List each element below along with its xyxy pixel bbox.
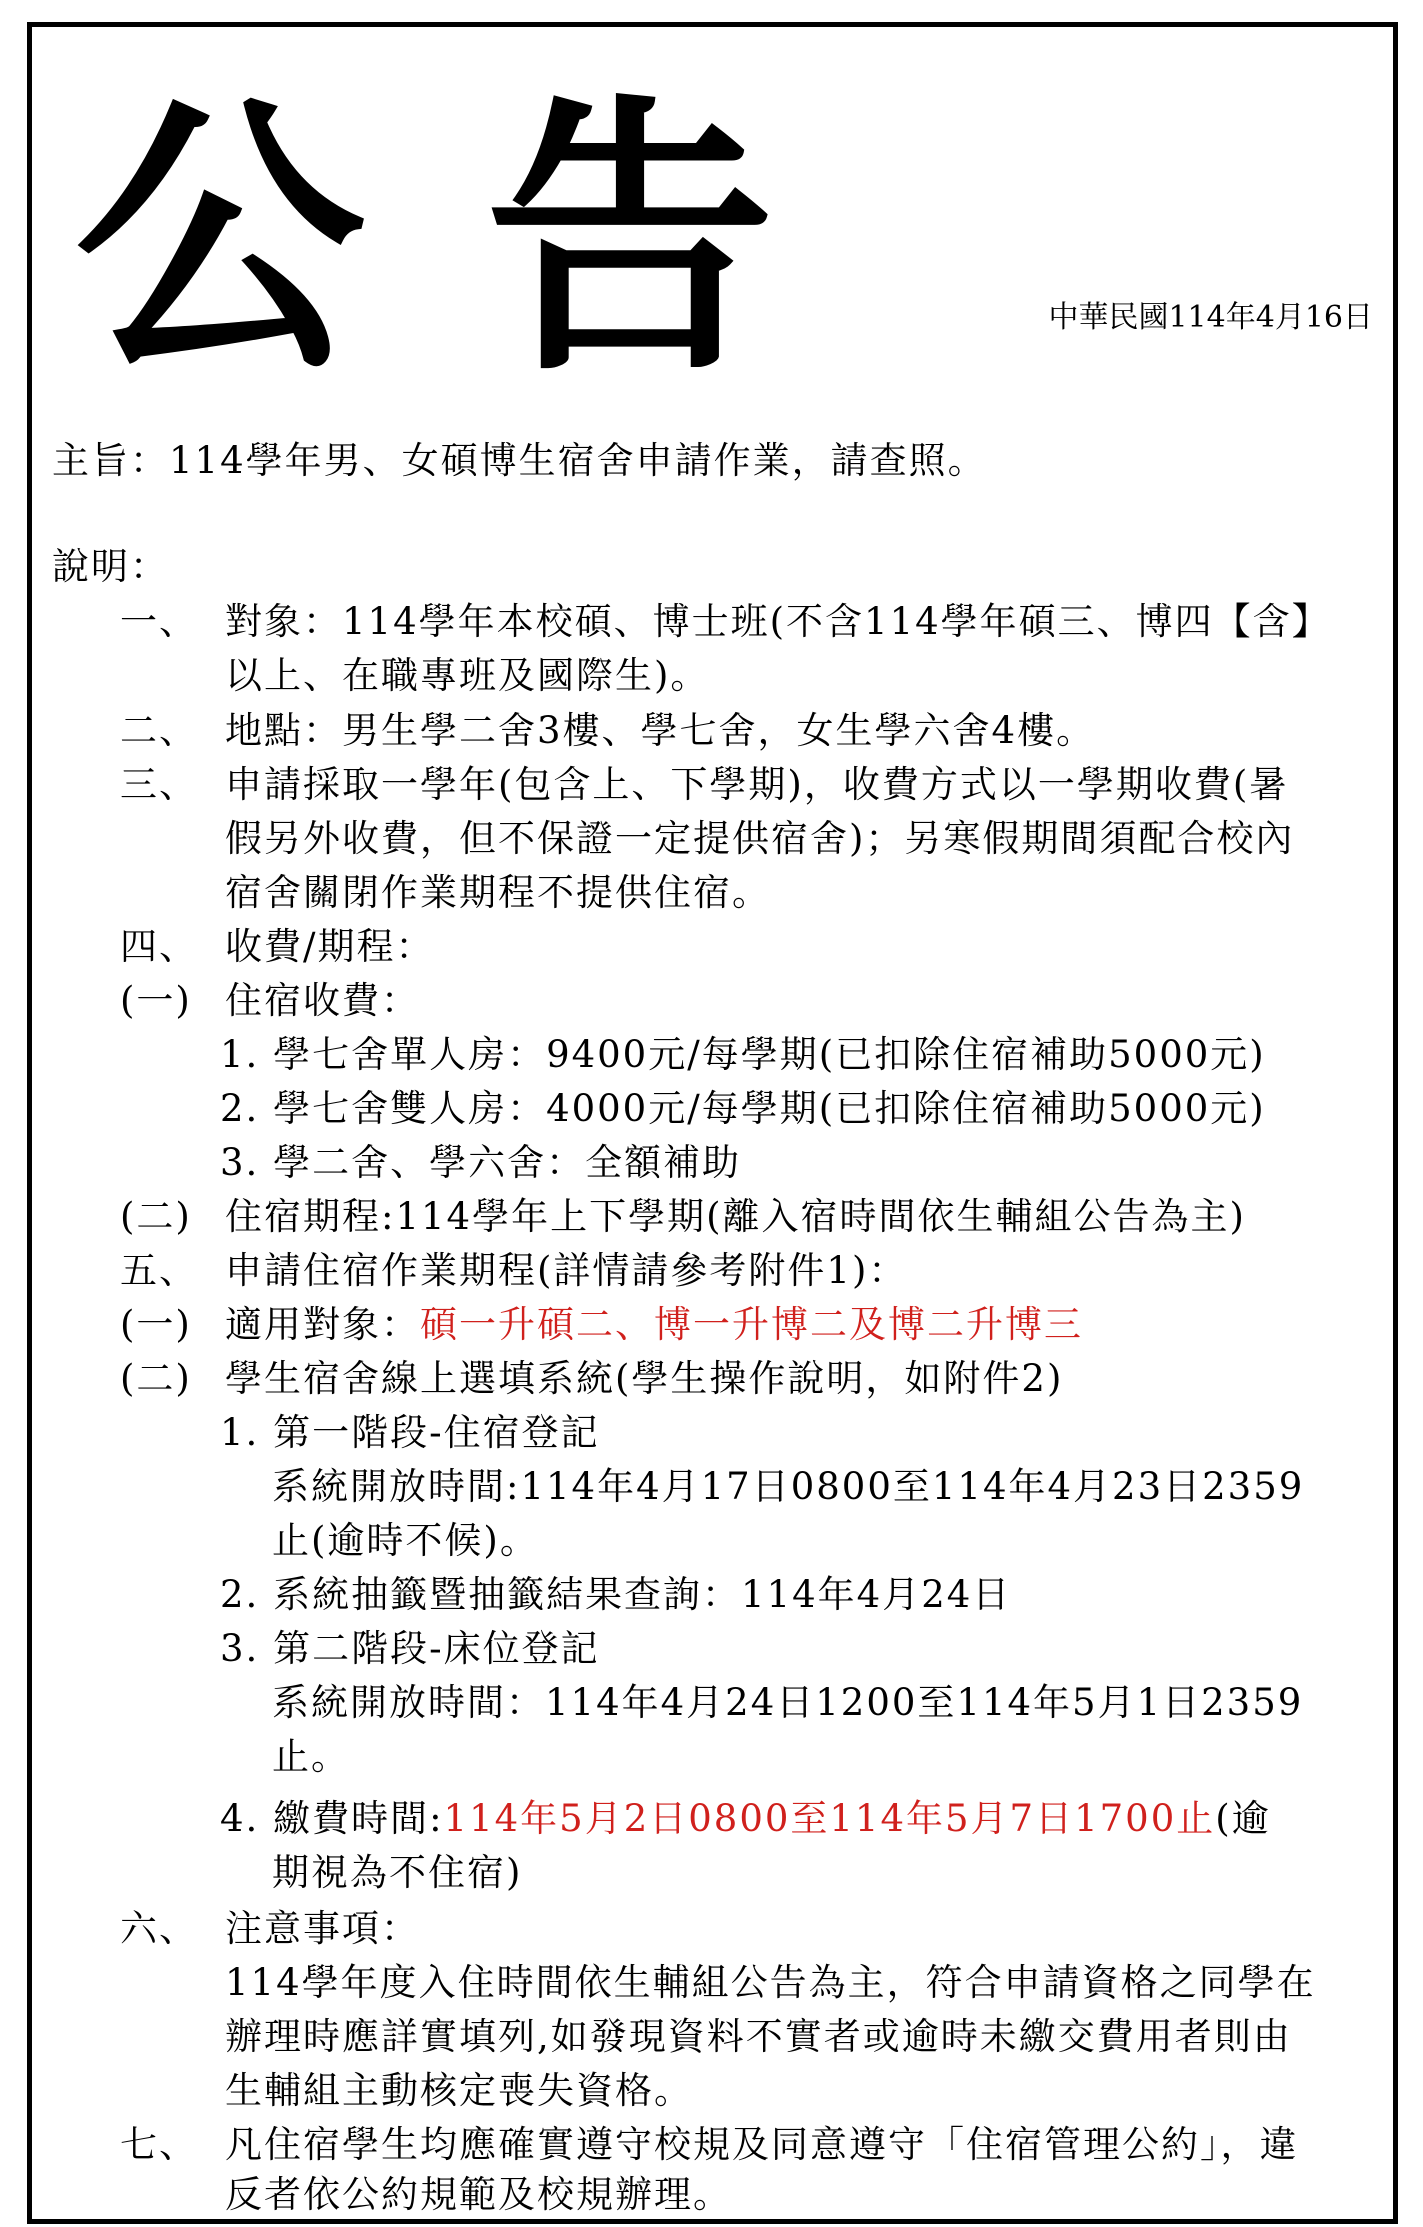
item-7-num: 七、 (120, 2123, 198, 2166)
item-3 (120, 763, 1289, 806)
phase-2-title: 3. 第二階段-床位登記 (220, 1627, 600, 1670)
item-6-line-4: 生輔組主動核定喪失資格。 (225, 2069, 693, 2112)
item-1 (120, 600, 1331, 643)
item-5-sub-1-label: 適用對象： (225, 1303, 420, 1346)
item-7 (120, 2123, 1299, 2166)
item-1-line-1: 對象：114學年本校碩、博士班(不含114學年碩三、博四【含】 (225, 600, 1331, 643)
item-4-line-1: 收費/期程： (225, 925, 435, 968)
item-6-line-2: 114學年度入住時間依生輔組公告為主，符合申請資格之同學在 (225, 1961, 1316, 2004)
lottery-line: 2. 系統抽籤暨抽籤結果查詢：114年4月24日 (220, 1573, 1012, 1616)
item-5-sub-2-num: (二) (120, 1357, 192, 1400)
item-4-sub-1-num: (一) (120, 979, 192, 1022)
phase-2-note: 止。 (272, 1735, 350, 1778)
item-5-line-1: 申請住宿作業期程(詳情請參考附件1)： (225, 1249, 908, 1292)
subject-line: 主旨：114學年男、女碩博生宿舍申請作業，請查照。 (52, 439, 987, 482)
item-2-line-1: 地點：男生學二舍3樓、學七舍，女生學六舍4樓。 (225, 709, 1096, 752)
item-6-line-3: 辦理時應詳實填列,如發現資料不實者或逾時未繳交費用者則由 (225, 2015, 1292, 2058)
item-5 (120, 1249, 908, 1292)
phase-1-note: 止(逾時不候)。 (272, 1519, 539, 1562)
item-7-line-2: 反者依公約規範及校規辦理。 (225, 2173, 732, 2216)
item-4 (120, 925, 435, 968)
fee-line-1: 1. 學七舍單人房：9400元/每學期(已扣除住宿補助5000元) (220, 1033, 1266, 1076)
payment-note: 期視為不住宿) (272, 1851, 523, 1894)
item-1-line-2: 以上、在職專班及國際生)。 (225, 654, 710, 697)
item-4-sub-2 (120, 1195, 1246, 1238)
item-3-line-3: 宿舍關閉作業期程不提供住宿。 (225, 871, 771, 914)
notice-date: 中華民國114年4月16日 (1048, 300, 1373, 335)
item-6 (120, 1907, 420, 1950)
item-2-num: 二、 (120, 709, 198, 752)
item-4-sub-1 (120, 979, 420, 1022)
item-5-sub-1 (120, 1303, 1083, 1346)
item-3-num: 三、 (120, 763, 198, 806)
fee-line-3: 3. 學二舍、學六舍：全額補助 (220, 1141, 742, 1184)
item-4-num: 四、 (120, 925, 198, 968)
explain-label: 說明： (52, 545, 169, 588)
item-1-num: 一、 (120, 600, 198, 643)
item-5-sub-2 (120, 1357, 1064, 1400)
item-4-sub-2-num: (二) (120, 1195, 192, 1238)
item-3-line-1: 申請採取一學年(包含上、下學期)，收費方式以一學期收費(暑 (225, 763, 1289, 806)
phase-1-time: 系統開放時間:114年4月17日0800至114年4月23日2359 (272, 1465, 1305, 1508)
item-7-line-1: 凡住宿學生均應確實遵守校規及同意遵守「住宿管理公約」，違 (225, 2123, 1299, 2166)
payment-tail: (逾 (1215, 1797, 1271, 1840)
item-6-line-1: 注意事項： (225, 1907, 420, 1950)
payment-period: 114年5月2日0800至114年5月7日1700止 (443, 1797, 1216, 1840)
item-4-sub-2-text: 住宿期程:114學年上下學期(離入宿時間依生輔組公告為主) (225, 1195, 1246, 1238)
item-5-sub-1-num: (一) (120, 1303, 192, 1346)
phase-1-title: 1. 第一階段-住宿登記 (220, 1411, 600, 1454)
payment-label: 4. 繳費時間: (220, 1797, 444, 1840)
item-5-sub-2-text: 學生宿舍線上選填系統(學生操作說明，如附件2) (225, 1357, 1064, 1400)
payment-line (220, 1797, 1271, 1840)
item-3-line-2: 假另外收費，但不保證一定提供宿舍)；另寒假期間須配合校內 (225, 817, 1295, 860)
phase-2-time: 系統開放時間：114年4月24日1200至114年5月1日2359 (272, 1681, 1304, 1724)
item-4-sub-1-text: 住宿收費： (225, 979, 420, 1022)
fee-line-2: 2. 學七舍雙人房：4000元/每學期(已扣除住宿補助5000元) (220, 1087, 1266, 1130)
item-5-num: 五、 (120, 1249, 198, 1292)
item-2 (120, 709, 1096, 752)
notice-title: 公告 (75, 70, 895, 410)
eligible-targets: 碩一升碩二、博一升博二及博二升博三 (420, 1303, 1083, 1346)
item-6-num: 六、 (120, 1907, 198, 1950)
